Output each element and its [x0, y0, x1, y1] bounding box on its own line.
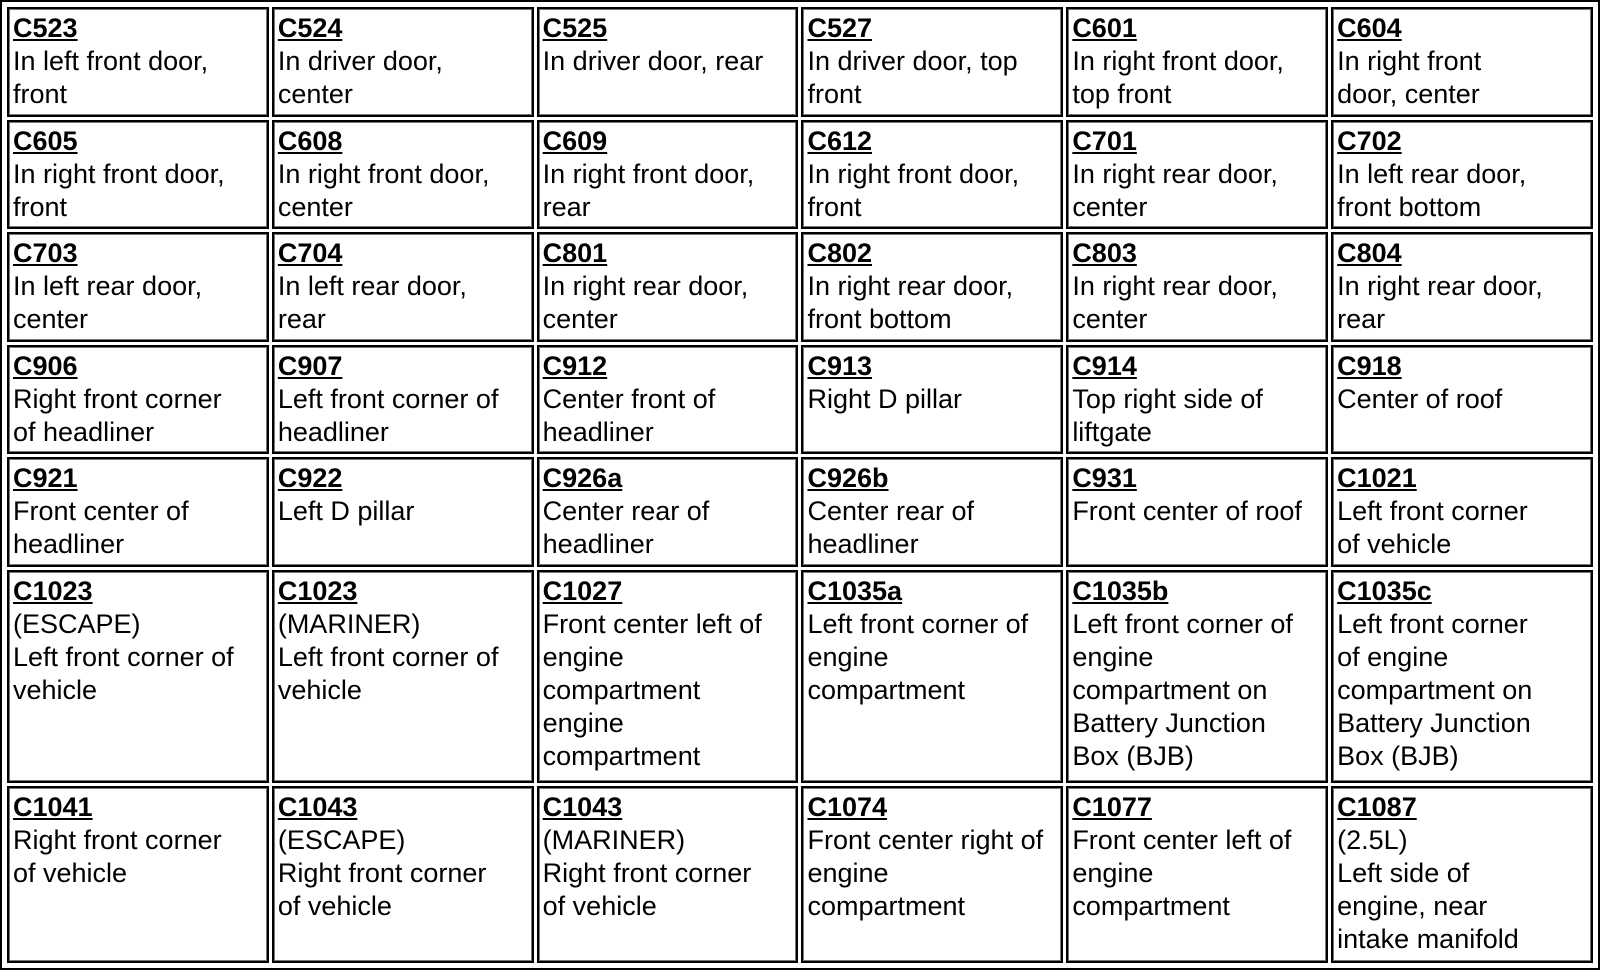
connector-location: (MARINER) Right front corner of vehicle: [542, 824, 752, 921]
table-cell: [7, 457, 269, 567]
connector-location: In left rear door, center: [13, 271, 203, 335]
table-cell: [1066, 345, 1328, 455]
connector-location: In right front door, rear: [542, 158, 755, 222]
table-cell: [1066, 457, 1328, 567]
connector-code[interactable]: C523: [13, 13, 78, 43]
table-row: [7, 786, 1593, 963]
connector-location: (MARINER) Left front corner of vehicle: [277, 608, 499, 705]
table-cell: [272, 570, 534, 783]
connector-location: Left front corner of headliner: [277, 383, 499, 447]
table-cell: [272, 786, 534, 963]
connector-code[interactable]: C931: [1072, 463, 1137, 494]
connector-location: Right D pillar: [807, 383, 963, 414]
connector-location: Front center left of engine compartment: [1072, 824, 1292, 921]
table-cell: [537, 345, 799, 455]
connector-code[interactable]: C801: [542, 238, 608, 269]
connector-location: Front center left of engine compartment engine compartment: [542, 608, 762, 771]
connector-location: In left rear door, front bottom: [1337, 158, 1527, 222]
table-cell: [1331, 7, 1593, 117]
connector-code[interactable]: C605: [13, 125, 78, 156]
connector-code[interactable]: C1077: [1072, 791, 1152, 822]
connector-location: In right front door, center: [1337, 46, 1482, 109]
connector-code[interactable]: C804: [1337, 238, 1402, 269]
table-cell: [1331, 232, 1593, 342]
connector-code[interactable]: C1021: [1337, 463, 1417, 494]
table-cell: [1331, 120, 1593, 230]
table-cell: [537, 786, 799, 963]
table-row: [7, 7, 1593, 117]
table-cell: [7, 345, 269, 455]
connector-code[interactable]: C914: [1072, 350, 1137, 381]
connector-code[interactable]: C701: [1072, 125, 1137, 156]
connector-code[interactable]: C926b: [807, 463, 889, 494]
table-cell: [1331, 345, 1593, 455]
connector-code[interactable]: C608: [277, 125, 343, 156]
connector-code[interactable]: C802: [807, 238, 873, 269]
connector-location: In right front door, front: [807, 158, 1020, 222]
table-cell: [1331, 786, 1593, 963]
connector-location: (2.5L) Left side of engine, near intake manifold: [1337, 824, 1519, 954]
connector-code[interactable]: C1087: [1337, 791, 1417, 822]
connector-code[interactable]: C926a: [542, 463, 623, 494]
connector-location: In driver door, center: [277, 46, 443, 109]
table-cell: [1066, 232, 1328, 342]
table-cell: [272, 7, 534, 117]
table-cell: [7, 232, 269, 342]
connector-code[interactable]: C907: [277, 350, 343, 381]
connector-code[interactable]: C913: [807, 350, 873, 381]
connector-location: In left rear door, rear: [277, 271, 467, 335]
connector-location: Center rear of headliner: [542, 496, 710, 560]
connector-location: In right rear door, rear: [1337, 271, 1543, 335]
connector-code[interactable]: C702: [1337, 125, 1402, 156]
connector-location: (ESCAPE) Right front corner of vehicle: [277, 824, 487, 921]
connector-location: In driver door, top front: [807, 46, 1018, 109]
connector-location: In right front door, front: [13, 158, 225, 222]
table-cell: [7, 120, 269, 230]
table-cell: [801, 570, 1063, 783]
connector-code[interactable]: C612: [807, 125, 873, 156]
table-cell: [1066, 570, 1328, 783]
table-cell: [801, 120, 1063, 230]
connector-code[interactable]: C1023: [277, 575, 358, 606]
connector-location: (ESCAPE) Left front corner of vehicle: [13, 608, 234, 705]
connector-code[interactable]: C1041: [13, 791, 93, 822]
table-cell: [537, 7, 799, 117]
connector-location: Left front corner of engine compartment on Battery Junction Box (BJB): [1337, 608, 1533, 771]
connector-code[interactable]: C524: [277, 13, 343, 43]
connector-code[interactable]: C604: [1337, 13, 1402, 43]
connector-location-table: [4, 4, 1596, 966]
connector-location: Center of roof: [1337, 383, 1503, 414]
table-row: [7, 570, 1593, 783]
connector-location: In right rear door, front bottom: [807, 271, 1014, 335]
table-cell: [537, 457, 799, 567]
table-cell: [1066, 120, 1328, 230]
connector-location: In left front door, front: [13, 46, 209, 109]
connector-location: Left front corner of engine compartment on Battery Junction Box (BJB): [1072, 608, 1293, 771]
connector-code[interactable]: C1074: [807, 791, 888, 822]
table-cell: [1331, 457, 1593, 567]
connector-code[interactable]: C803: [1072, 238, 1137, 269]
connector-location: Right front corner of vehicle: [13, 824, 222, 888]
connector-location: Center front of headliner: [542, 383, 716, 447]
table-row: [7, 457, 1593, 567]
connector-location: Left D pillar: [277, 496, 415, 527]
connector-code[interactable]: C525: [542, 13, 608, 43]
connector-location: In right front door, center: [277, 158, 490, 222]
connector-code[interactable]: C1023: [13, 575, 93, 606]
connector-code[interactable]: C918: [1337, 350, 1402, 381]
table-cell: [272, 232, 534, 342]
connector-location: Top right side of liftgate: [1072, 383, 1263, 447]
connector-code[interactable]: C922: [277, 463, 343, 494]
connector-code[interactable]: C1035a: [807, 575, 903, 606]
connector-location: In right rear door, center: [542, 271, 749, 335]
connector-code[interactable]: C1035c: [1337, 575, 1432, 606]
connector-location: In driver door, rear: [542, 46, 764, 76]
connector-location: Left front corner of engine compartment: [807, 608, 1029, 705]
connector-code[interactable]: C1027: [542, 575, 623, 606]
table-cell: [1066, 786, 1328, 963]
connector-location: In right rear door, center: [1072, 271, 1278, 335]
table-cell: [801, 7, 1063, 117]
connector-code[interactable]: C1035b: [1072, 575, 1169, 606]
table-cell: [7, 570, 269, 783]
connector-location: Front center right of engine compartment: [807, 824, 1044, 921]
table-row: [7, 345, 1593, 455]
connector-code[interactable]: C1043: [277, 791, 358, 822]
table-body: [7, 7, 1593, 963]
table-cell: [801, 786, 1063, 963]
connector-code[interactable]: C921: [13, 463, 78, 494]
connector-code[interactable]: C704: [277, 238, 343, 269]
connector-location: In right rear door, center: [1072, 158, 1278, 222]
connector-code[interactable]: C609: [542, 125, 608, 156]
table-cell: [537, 570, 799, 783]
connector-code[interactable]: C1043: [542, 791, 623, 822]
table-cell: [801, 232, 1063, 342]
connector-code[interactable]: C601: [1072, 13, 1137, 43]
connector-location: Center rear of headliner: [807, 496, 975, 560]
table-row: [7, 232, 1593, 342]
table-cell: [7, 786, 269, 963]
connector-code[interactable]: C527: [807, 13, 873, 43]
table-cell: [272, 345, 534, 455]
connector-code[interactable]: C906: [13, 350, 78, 381]
table-cell: [1331, 570, 1593, 783]
table-cell: [537, 120, 799, 230]
connector-location: Right front corner of headliner: [13, 383, 222, 447]
table-cell: [272, 120, 534, 230]
connector-location: Left front corner of vehicle: [1337, 496, 1528, 560]
table-cell: [1066, 7, 1328, 117]
connector-code[interactable]: C703: [13, 238, 78, 269]
table-cell: [801, 345, 1063, 455]
table-cell: [537, 232, 799, 342]
table-cell: [7, 7, 269, 117]
table-cell: [801, 457, 1063, 567]
connector-location: Front center of headliner: [13, 496, 189, 560]
connector-location: Front center of roof: [1072, 496, 1302, 527]
connector-code[interactable]: C912: [542, 350, 608, 381]
connector-location: In right front door, top front: [1072, 46, 1284, 109]
table-row: [7, 120, 1593, 230]
table-cell: [272, 457, 534, 567]
